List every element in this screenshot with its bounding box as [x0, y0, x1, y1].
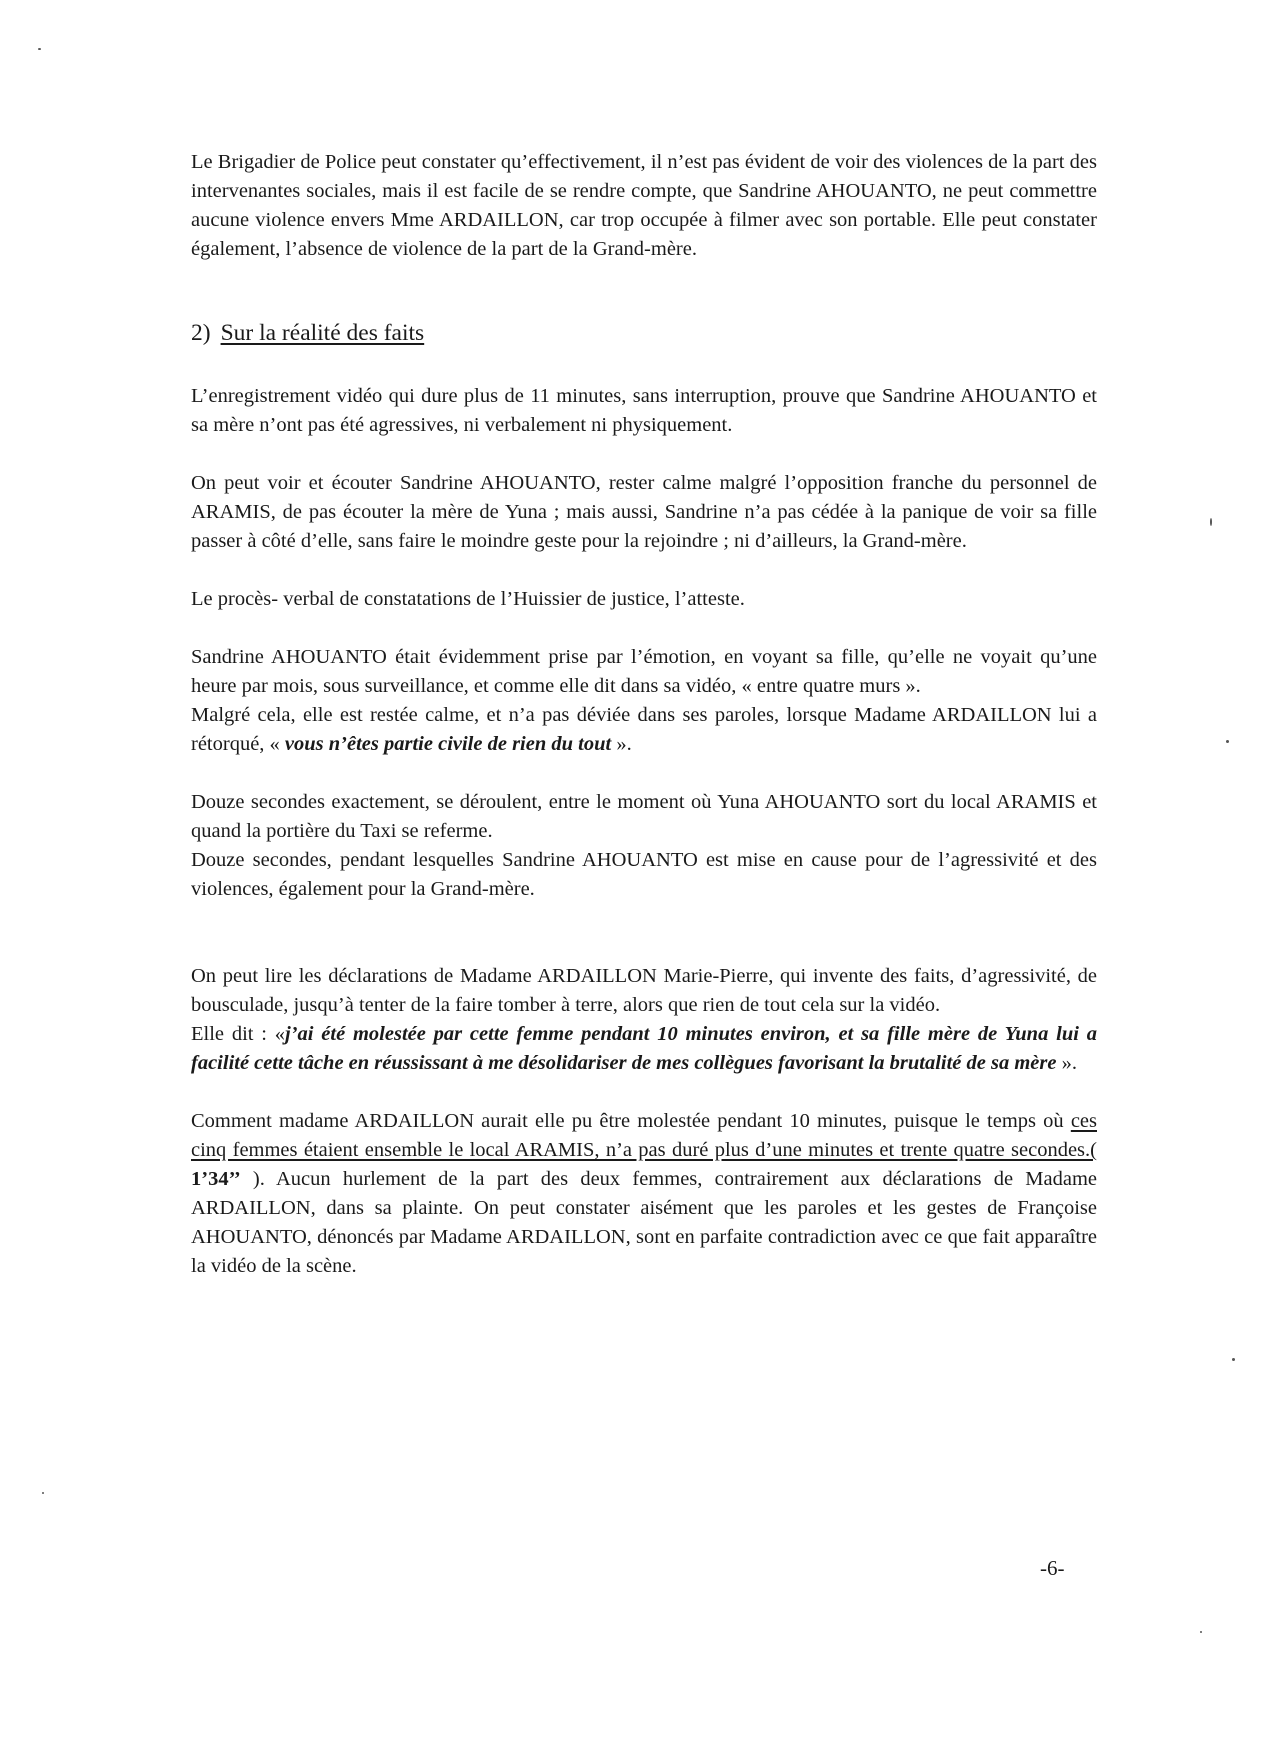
retort-quote: vous n’êtes partie civile de rien du tout — [284, 733, 612, 755]
paragraph-video-duration: L’enregistrement vidéo qui dure plus de 11 minutes, sans interruption, prouve que Sandrine AHOUANTO et sa mère n’ont pas été agressives, ni verbalement ni physiquement. — [191, 385, 1097, 436]
statement-quote: j’ai été molestée par cette femme pendant 10 minutes environ, et sa fille mère de Yuna lui a facilité cette tâche en réussissant à me désolidariser de mes collègues favorisant la brutalité de sa mère — [191, 1023, 1097, 1074]
paragraph-huissier: Le procès- verbal de constatations de l’Huissier de justice, l’atteste. — [191, 588, 745, 610]
scan-speck — [38, 48, 41, 50]
contradiction-after: ). Aucun hurlement de la part des deux femmes, contrairement aux déclarations de Madame ARDAILLON, dans sa plainte. On peut constater aisément que les paroles et les gestes de Françoise AHOUANTO, dénoncés par Madame ARDAILLON, sont en parfaite contradiction avec ce que fait apparaître la vidéo de la scène. — [191, 1168, 1097, 1277]
section-heading — [191, 318, 1097, 348]
paragraph-twelve-seconds: Douze secondes exactement, se déroulent, entre le moment où Yuna AHOUANTO sort du local ARAMIS et quand la portière du Taxi se referme. — [191, 791, 1097, 842]
contradiction-underlined: ces cinq femmes étaient ensemble le local ARAMIS, n’a pas duré plus d’une minutes et trente quatre secondes.( — [191, 1110, 1097, 1161]
paragraph-retort — [191, 701, 1097, 759]
retort-after: ». — [611, 733, 632, 755]
retort-text: Malgré cela, elle est restée calme, et n’a pas déviée dans ses paroles, lorsque Madame ARDAILLON lui a rétorqué, « — [191, 704, 1097, 755]
paragraph-calm: On peut voir et écouter Sandrine AHOUANTO, rester calme malgré l’opposition franche du personnel de ARAMIS, de pas écouter la mère de Yuna ; mais aussi, Sandrine n’a pas cédée à la panique de voir sa fille passer à côté d’elle, sans faire le moindre geste pour la rejoindre ; ni d’ailleurs, la Grand-mère. — [191, 472, 1097, 552]
scan-speck — [42, 1492, 44, 1494]
section-number: 2) — [191, 320, 211, 346]
scan-speck — [1200, 1631, 1202, 1633]
paragraph-contradiction — [191, 1107, 1097, 1281]
contradiction-duration: 1’34’’ — [191, 1168, 241, 1190]
page-number: -6- — [1040, 1556, 1065, 1580]
scan-speck — [1210, 518, 1212, 526]
contradiction-before: Comment madame ARDAILLON aurait elle pu être molestée pendant 10 minutes, puisque le temps où — [191, 1110, 1071, 1132]
paragraph-brigadier: Le Brigadier de Police peut constater qu’effectivement, il n’est pas évident de voir des violences de la part des intervenantes sociales, mais il est facile de se rendre compte, que Sandrine AHOUANTO, ne peut commettre aucune violence envers Mme ARDAILLON, car trop occupée à filmer avec son portable. Elle peut constater également, l’absence de violence de la part de la Grand-mère. — [191, 151, 1097, 260]
scan-speck — [1232, 1358, 1235, 1361]
statement-after: ». — [1056, 1052, 1077, 1074]
paragraph-accusation: Douze secondes, pendant lesquelles Sandrine AHOUANTO est mise en cause pour de l’agressivité et des violences, également pour la Grand-mère. — [191, 849, 1097, 900]
section-title: Sur la réalité des faits — [220, 320, 425, 346]
paragraph-emotion: Sandrine AHOUANTO était évidemment prise par l’émotion, en voyant sa fille, qu’elle ne voyait qu’une heure par mois, sous surveillance, et comme elle dit dans sa vidéo, « entre quatre murs ». — [191, 646, 1097, 697]
document-body — [191, 148, 1097, 1281]
paragraph-declarations: On peut lire les déclarations de Madame ARDAILLON Marie-Pierre, qui invente des faits, d’agressivité, de bousculade, jusqu’à tenter de la faire tomber à terre, alors que rien de tout cela sur la vidéo. — [191, 965, 1097, 1016]
scan-speck — [1226, 740, 1229, 743]
statement-text: Elle dit : « — [191, 1023, 286, 1045]
paragraph-statement — [191, 1020, 1097, 1078]
